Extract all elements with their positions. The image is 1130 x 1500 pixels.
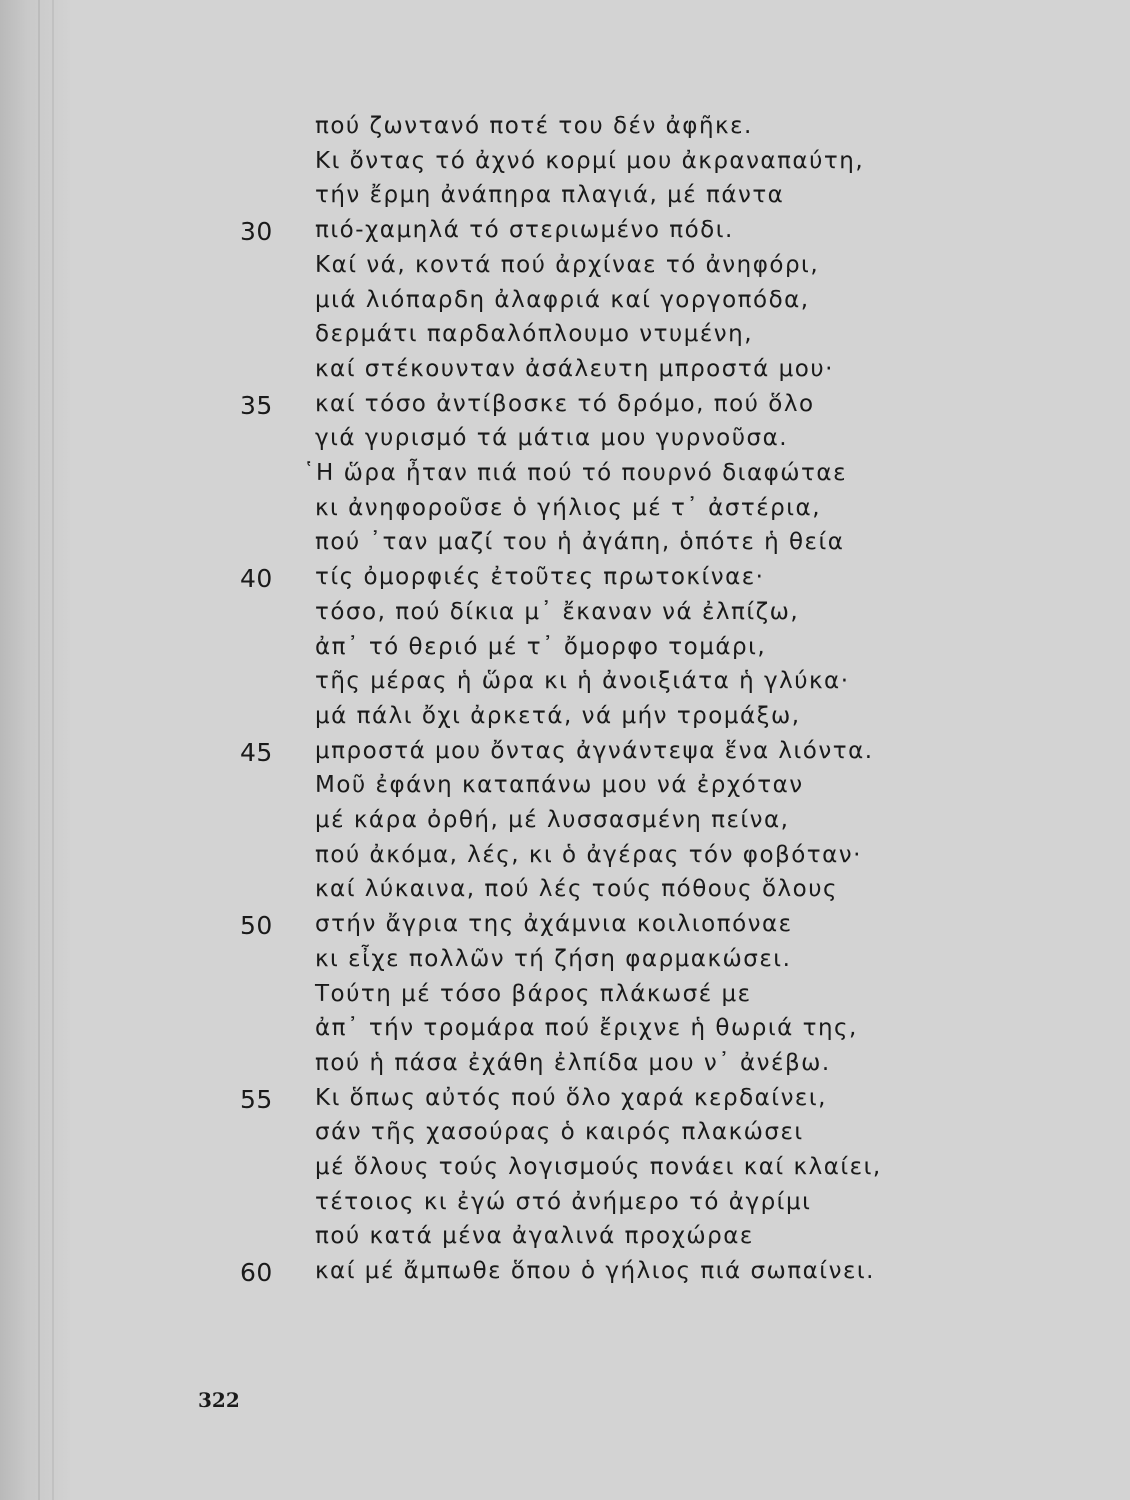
verse-text: πού ἀκόμα, λές, κι ὁ ἀγέρας τόν φοβόταν·: [315, 841, 862, 868]
verse-text: δερμάτι παρδαλόπλουμο ντυμένη,: [315, 321, 754, 348]
line-number: 45: [240, 737, 273, 767]
verse-text: πού ᾽ταν μαζί του ἡ ἀγάπη, ὁπότε ἡ θεία: [315, 529, 845, 556]
verse-line: [0, 876, 1130, 910]
verse-line: [0, 529, 1130, 563]
verse-text: σάν τῆς χασούρας ὁ καιρός πλακώσει: [315, 1119, 804, 1146]
verse-line: [0, 425, 1130, 459]
line-number: 35: [240, 390, 273, 420]
verse-text: τέτοιος κι ἐγώ στό ἀνήμερο τό ἀγρίμι: [315, 1188, 812, 1215]
verse-text: μά πάλι ὄχι ἀρκετά, νά μήν τρομάξω,: [315, 702, 801, 729]
verse-line: [0, 321, 1130, 355]
verse-text: καί λύκαινα, πού λές τούς πόθους ὅλους: [315, 876, 839, 903]
verse-line: [0, 113, 1130, 147]
verse-line: [0, 1085, 1130, 1119]
line-number: 30: [240, 217, 273, 247]
verse-text: κι εἶχε πολλῶν τή ζήση φαρμακώσει.: [315, 945, 792, 972]
verse-line: [0, 703, 1130, 737]
verse-text: τίς ὀμορφιές ἐτοῦτες πρωτοκίναε·: [315, 564, 765, 591]
verse-text: καί μέ ἄμπωθε ὅπου ὁ γήλιος πιά σωπαίνει.: [315, 1258, 875, 1285]
verse-text: πού κατά μένα ἀγαλινά προχώραε: [315, 1223, 754, 1250]
verse-text: Καί νά, κοντά πού ἀρχίναε τό ἀνηφόρι,: [315, 251, 820, 278]
verse-line: [0, 772, 1130, 806]
verse-line: [0, 842, 1130, 876]
verse-text: πού ἡ πάσα ἐχάθη ἐλπίδα μου ν᾽ ἀνέβω.: [315, 1049, 831, 1076]
verse-text: μιά λιόπαρδη ἀλαφριά καί γοργοπόδα,: [315, 286, 810, 313]
line-number: 50: [240, 911, 273, 941]
verse-text: τήν ἔρμη ἀνάπηρα πλαγιά, μέ πάντα: [315, 182, 785, 209]
verse-line: [0, 668, 1130, 702]
verse-line: [0, 495, 1130, 529]
verse-line: [0, 391, 1130, 425]
verse-line: [0, 946, 1130, 980]
verse-text: ῾Η ὥρα ἦταν πιά πού τό πουρνό διαφώταε: [303, 460, 847, 486]
verse-line: [0, 148, 1130, 182]
verse-text: Τούτη μέ τόσο βάρος πλάκωσέ με: [315, 980, 752, 1007]
verse-text: στήν ἄγρια της ἀχάμνια κοιλιοπόναε: [315, 911, 793, 938]
verse-text: τόσο, πού δίκια μ᾽ ἔκαναν νά ἐλπίζω,: [315, 598, 800, 625]
line-number: 55: [240, 1084, 273, 1114]
verse-text: μπροστά μου ὄντας ἀγνάντεψα ἕνα λιόντα.: [315, 737, 874, 764]
verse-line: [0, 460, 1130, 494]
verse-line: [0, 287, 1130, 321]
page-number: 322: [198, 1388, 240, 1412]
verse-text: Κι ὅπως αὐτός πού ὅλο χαρά κερδαίνει,: [315, 1084, 827, 1111]
verse-text: ἀπ᾽ τήν τρομάρα πού ἔριχνε ἡ θωριά της,: [315, 1015, 858, 1042]
verse-line: [0, 807, 1130, 841]
verse-text: καί στέκουνταν ἀσάλευτη μπροστά μου·: [315, 355, 834, 382]
verse-text: μέ κάρα ὀρθή, μέ λυσσασμένη πείνα,: [315, 807, 790, 833]
verse-line: [0, 634, 1130, 668]
verse-line: [0, 1258, 1130, 1292]
verse-line: [0, 1154, 1130, 1188]
verse-line: [0, 182, 1130, 216]
verse-line: [0, 599, 1130, 633]
verse-line: [0, 1015, 1130, 1049]
verse-text: πιό-χαμηλά τό στεριωμένο πόδι.: [315, 217, 734, 244]
verse-line: [0, 564, 1130, 598]
verse-text: Κι ὄντας τό ἀχνό κορμί μου ἀκραναπαύτη,: [315, 147, 865, 174]
line-number: 60: [240, 1258, 273, 1288]
verse-line: [0, 981, 1130, 1015]
verse-text: τῆς μέρας ἡ ὥρα κι ἡ ἀνοιξιάτα ἡ γλύκα·: [315, 668, 850, 695]
verse-text: Μοῦ ἐφάνη καταπάνω μου νά ἐρχόταν: [315, 772, 804, 799]
verse-line: [0, 1189, 1130, 1223]
verse-line: [0, 1119, 1130, 1153]
line-number: 40: [240, 564, 273, 594]
verse-line: [0, 1050, 1130, 1084]
verse-line: [0, 911, 1130, 945]
verse-text: ἀπ᾽ τό θεριό μέ τ᾽ ὄμορφο τομάρι,: [315, 633, 767, 660]
verse-line: [0, 738, 1130, 772]
verse-line: [0, 1223, 1130, 1257]
verse-text: κι ἀνηφοροῦσε ὁ γήλιος μέ τ᾽ ἀστέρια,: [315, 494, 822, 521]
verse-line: [0, 217, 1130, 251]
verse-text: πού ζωντανό ποτέ του δέν ἀφῆκε.: [315, 113, 753, 139]
verse-text: καί τόσο ἀντίβοσκε τό δρόμο, πού ὅλο: [315, 390, 815, 417]
verse-line: [0, 252, 1130, 286]
verse-text: μέ ὅλους τούς λογισμούς πονάει καί κλαίει,: [315, 1154, 882, 1180]
verse-text: γιά γυρισμό τά μάτια μου γυρνοῦσα.: [315, 425, 789, 452]
verse-line: [0, 356, 1130, 390]
